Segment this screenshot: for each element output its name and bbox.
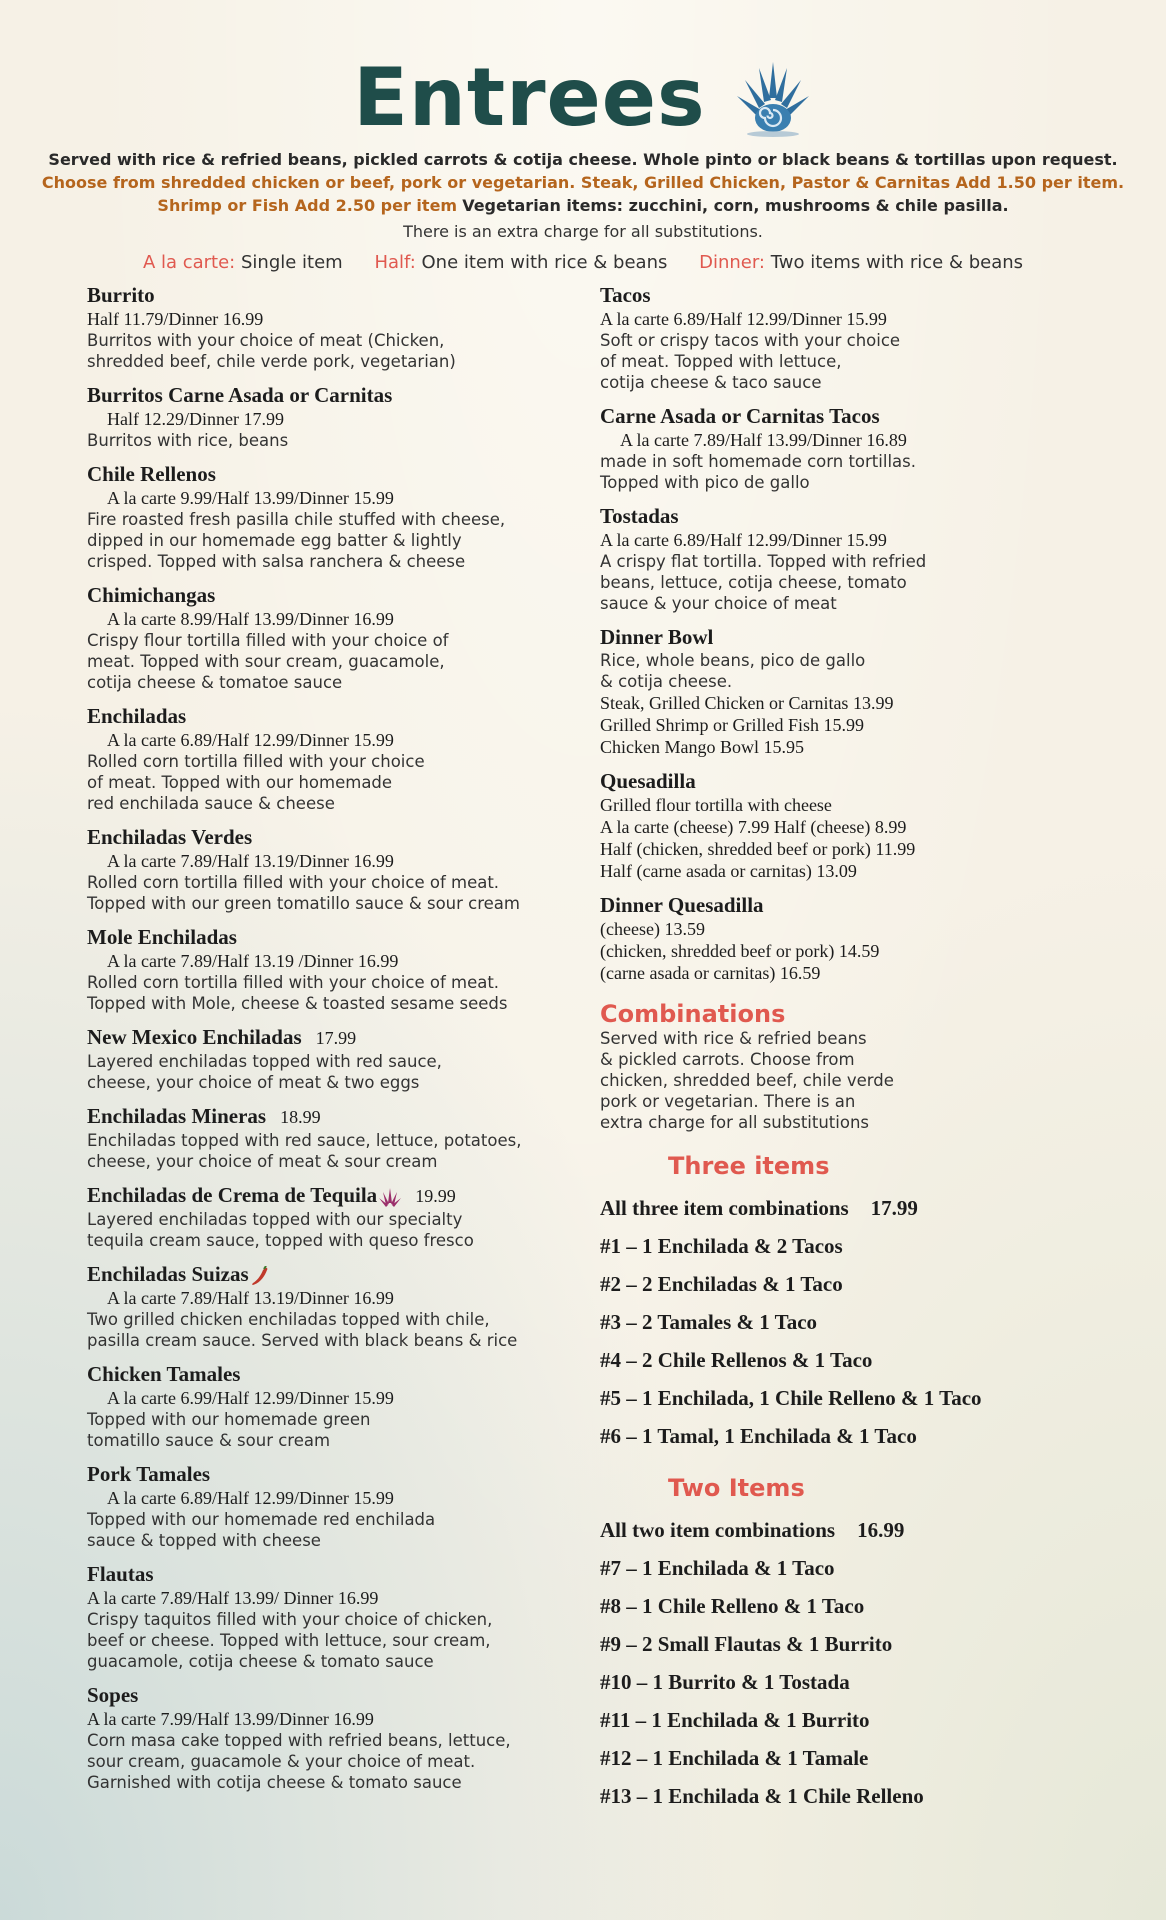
menu-item-carne-asada-tacos: Carne Asada or Carnitas Tacos A la carte 7.89/Half 13.99/Dinner 16.89 made in soft homemade corn tortillas. Topped with pico de gallo xyxy=(600,404,916,492)
page-title: Entrees xyxy=(353,51,706,144)
menu-item-flautas: Flautas A la carte 7.89/Half 13.99/ Dinner 16.99 Crispy taquitos filled with your choice of chicken, beef or cheese. Topped with lettuce, sour cream, guacamole, cotija cheese & tomato sauce xyxy=(87,1562,493,1671)
combo-item: #1 – 1 Enchilada & 2 Tacos xyxy=(600,1234,843,1258)
menu-item-chicken-tamales: Chicken Tamales A la carte 6.99/Half 12.99/Dinner 15.99 Topped with our homemade green tomatillo sauce & sour cream xyxy=(87,1362,394,1450)
menu-item-chimichangas: Chimichangas A la carte 8.99/Half 13.99/Dinner 16.99 Crispy flour tortilla filled with your choice of meat. Topped with sour cream, guacamole, cotija cheese & tomatoe sauce xyxy=(87,583,449,692)
menu-item-enchiladas-mineras: Enchiladas Mineras 18.99 Enchiladas topped with red sauce, lettuce, potatoes, cheese, your choice of meat & sour cream xyxy=(87,1104,522,1171)
combo-item: #5 – 1 Enchilada, 1 Chile Relleno & 1 Taco xyxy=(600,1386,982,1410)
title-row xyxy=(0,50,1166,146)
two-items-all: All two item combinations 16.99 xyxy=(600,1518,905,1542)
menu-item-mole-enchiladas: Mole Enchiladas A la carte 7.89/Half 13.19 /Dinner 16.99 Rolled corn tortilla filled with your choice of meat. Topped with Mole, cheese & toasted sesame seeds xyxy=(87,925,508,1013)
surcharge-note: There is an extra charge for all substitutions. xyxy=(403,222,763,241)
combo-item: #4 – 2 Chile Rellenos & 1 Taco xyxy=(600,1348,873,1372)
size-legend xyxy=(0,252,1166,273)
agave-spiral-icon xyxy=(733,58,813,138)
menu-item-burrito: Burrito Half 11.79/Dinner 16.99 Burritos with your choice of meat (Chicken, shredded beef, chile verde pork, vegetarian) xyxy=(87,283,456,371)
menu-item-enchiladas-suizas: Enchiladas Suizas A la carte 7.89/Half 13.19/Dinner 16.99 Two grilled chicken enchiladas topped with chile, pasilla cream sauce. Served with black beans & rice xyxy=(87,1262,518,1350)
menu-item-dinner-bowl: Dinner Bowl Rice, whole beans, pico de gallo & cotija cheese. Steak, Grilled Chicken or Carnitas 13.99 Grilled Shrimp or Grilled Fish 15.99 Chicken Mango Bowl 15.95 xyxy=(600,625,894,757)
combo-item: #7 – 1 Enchilada & 1 Taco xyxy=(600,1556,835,1580)
menu-item-burritos-carne-asada: Burritos Carne Asada or Carnitas Half 12.29/Dinner 17.99 Burritos with rice, beans xyxy=(87,383,393,450)
menu-item-enchiladas-verdes: Enchiladas Verdes A la carte 7.89/Half 13.19/Dinner 16.99 Rolled corn tortilla filled with your choice of meat. Topped with our green tomatillo sauce & sour cream xyxy=(87,825,520,913)
intro-text xyxy=(0,148,1166,217)
combo-item: #9 – 2 Small Flautas & 1 Burrito xyxy=(600,1632,893,1656)
agave-icon xyxy=(379,1187,401,1207)
menu-item-sopes: Sopes A la carte 7.99/Half 13.99/Dinner 16.99 Corn masa cake topped with refried beans, lettuce, sour cream, guacamole & your choice of meat. Garnished with cotija cheese & tomato sauce xyxy=(87,1683,511,1792)
size-half: Half: One item with rice & beans xyxy=(374,252,668,273)
combo-item: #6 – 1 Tamal, 1 Enchilada & 1 Taco xyxy=(600,1424,917,1448)
combo-item: #13 – 1 Enchilada & 1 Chile Relleno xyxy=(600,1784,924,1808)
combo-item: #12 – 1 Enchilada & 1 Tamale xyxy=(600,1746,869,1770)
combo-item: #10 – 1 Burrito & 1 Tostada xyxy=(600,1670,850,1694)
size-a-la-carte: A la carte: Single item xyxy=(142,252,343,273)
intro-line-1: Served with rice & refried beans, pickled carrots & cotija cheese. Whole pinto or black beans & tortillas upon request. xyxy=(48,150,1118,169)
combinations-desc: Served with rice & refried beans & pickled carrots. Choose from chicken, shredded beef, chile verde pork or vegetarian. There is an extra charge for all substitutions xyxy=(600,1029,894,1132)
combinations-section xyxy=(600,1000,1100,1815)
chile-pepper-icon xyxy=(251,1266,269,1286)
menu-item-new-mexico-enchiladas: New Mexico Enchiladas 17.99 Layered enchiladas topped with red sauce, cheese, your choice of meat & two eggs xyxy=(87,1025,442,1092)
combinations-title: Combinations xyxy=(600,1000,786,1028)
three-items-title: Three items xyxy=(668,1152,830,1180)
menu-item-chile-rellenos: Chile Rellenos A la carte 9.99/Half 13.99/Dinner 15.99 Fire roasted fresh pasilla chile stuffed with cheese, dipped in our homemade egg batter & lightly crisped. Topped with salsa ranchera & cheese xyxy=(87,462,506,571)
three-items-all: All three item combinations 17.99 xyxy=(600,1196,918,1220)
combo-item: #11 – 1 Enchilada & 1 Burrito xyxy=(600,1708,870,1732)
menu-item-enchiladas: Enchiladas A la carte 6.89/Half 12.99/Dinner 15.99 Rolled corn tortilla filled with your choice of meat. Topped with our homemade red enchilada sauce & cheese xyxy=(87,704,425,813)
intro-line-3-surcharge: Shrimp or Fish Add 2.50 per item xyxy=(157,196,458,215)
size-dinner: Dinner: Two items with rice & beans xyxy=(699,252,1024,273)
menu-item-enchiladas-crema-tequila: Enchiladas de Crema de Tequila 19.99 Layered enchiladas topped with our specialty tequila cream sauce, topped with queso fresco xyxy=(87,1183,474,1250)
menu-item-pork-tamales: Pork Tamales A la carte 6.89/Half 12.99/Dinner 15.99 Topped with our homemade red enchilada sauce & topped with cheese xyxy=(87,1462,436,1550)
combo-item: #2 – 2 Enchiladas & 1 Taco xyxy=(600,1272,843,1296)
menu-item-tacos: Tacos A la carte 6.89/Half 12.99/Dinner 15.99 Soft or crispy tacos with your choice of meat. Topped with lettuce, cotija cheese & taco sauce xyxy=(600,283,901,392)
combo-item: #8 – 1 Chile Relleno & 1 Taco xyxy=(600,1594,865,1618)
combo-item: #3 – 2 Tamales & 1 Taco xyxy=(600,1310,818,1334)
right-column xyxy=(600,282,1100,1815)
menu-item-quesadilla: Quesadilla Grilled flour tortilla with cheese A la carte (cheese) 7.99 Half (cheese) 8.99 Half (chicken, shredded beef or pork) 11.99 Half (carne asada or carnitas) 13.09 xyxy=(600,769,916,881)
left-column xyxy=(87,282,557,1803)
two-items-title: Two Items xyxy=(668,1474,805,1502)
menu-item-tostadas: Tostadas A la carte 6.89/Half 12.99/Dinner 15.99 A crispy flat tortilla. Topped with refried beans, lettuce, cotija cheese, tomato sauce & your choice of meat xyxy=(600,504,927,613)
menu-item-dinner-quesadilla: Dinner Quesadilla (cheese) 13.59 (chicken, shredded beef or pork) 14.59 (carne asada or carnitas) 16.59 xyxy=(600,893,880,983)
intro-line-3-vegetarian: Vegetarian items: zucchini, corn, mushrooms & chile pasilla. xyxy=(462,196,1009,215)
intro-line-2: Choose from shredded chicken or beef, pork or vegetarian. Steak, Grilled Chicken, Pastor & Carnitas Add 1.50 per item. xyxy=(41,173,1125,192)
